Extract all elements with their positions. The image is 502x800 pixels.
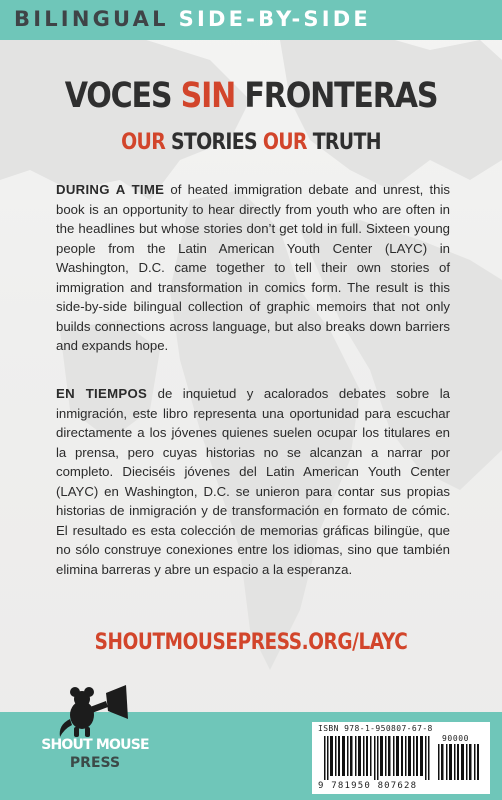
description-english-body: of heated immigration debate and unrest, this book is an opportunity to hear directly from youth who are often in the headlines but whose stories don’t get told in full. Sixteen young people from the Latin American Youth Center (LAYC) in Washington, D.C. came together to tell their own stories of immigration and transformation in comics form. The result is this side-by-side bilingual collection of graphic memoirs that not only builds connections across language, but also breaks down barriers and expands hope.	[56, 182, 450, 353]
mouse-megaphone-icon	[54, 685, 140, 741]
subtitle-accent-our-1: OUR	[121, 130, 166, 155]
barcode-addon-number: 90000	[442, 734, 470, 743]
series-word-bilingual: BILINGUAL	[14, 7, 169, 31]
series-word-side-by-side: SIDE-BY-SIDE	[178, 7, 371, 31]
series-label	[14, 7, 494, 31]
description-english	[56, 180, 450, 356]
isbn-barcode	[312, 722, 490, 794]
subtitle-text-stories: STORIES	[165, 130, 263, 155]
barcode-bars-addon	[438, 744, 480, 780]
ean-number: 9 781950 807628	[318, 781, 418, 791]
book-subtitle	[35, 130, 467, 155]
subtitle-text-truth: TRUTH	[306, 130, 381, 155]
isbn-number: ISBN 978-1-950807-67-8	[318, 724, 433, 733]
subtitle-accent-our-2: OUR	[262, 130, 307, 155]
title-part-fronteras: FRONTERAS	[235, 76, 438, 116]
description-spanish-body: de inquietud y acalorados debates sobre la inmigración, este libro representa una oportunidad para escuchar directamente a los jóvenes quienes suelen ocupar los titulares en la prensa, pero cuyas historias no se alcanzan a narrar por completo. Dieciséis jóvenes del Latin American Youth Center (LAYC) en Washington, D.C. se unieron para contar sus propias historias de inmigración y de transformación en formato de cómic. El resultado es esta colección de memorias gráficas bilingüe, que no sólo construye conexiones entre los idiomas, sino que también elimina barreras y abre un espacio a la esperanza.	[56, 386, 450, 577]
series-banner	[0, 0, 502, 40]
description-english-lead: DURING A TIME	[56, 182, 165, 197]
title-accent-sin: SIN	[180, 76, 236, 116]
publisher-name-line1: SHOUT MOUSE	[41, 737, 149, 753]
website-url: SHOUTMOUSEPRESS.ORG/LAYC	[94, 630, 408, 655]
book-title	[35, 76, 467, 116]
barcode-bars-main	[324, 736, 432, 780]
publisher-name-line2: PRESS	[69, 755, 121, 771]
title-part-voces: VOCES	[64, 76, 181, 116]
description-spanish	[56, 384, 450, 579]
description-spanish-lead: EN TIEMPOS	[56, 386, 148, 401]
publisher-logo	[40, 685, 150, 795]
